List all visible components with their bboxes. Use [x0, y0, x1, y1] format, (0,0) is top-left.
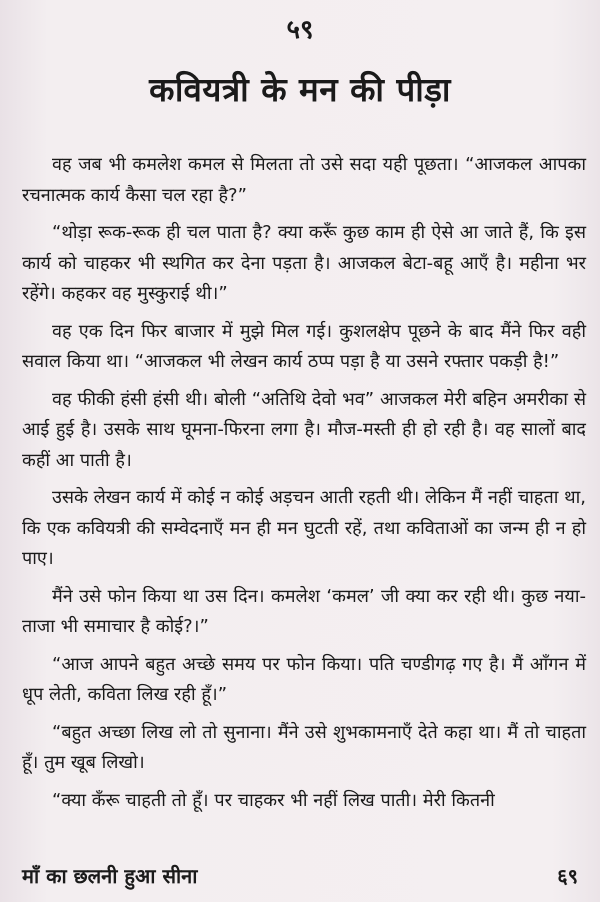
paragraph: “क्या कँरू चाहती तो हूँ। पर चाहकर भी नहीं लिख पाती। मेरी कितनी [52, 789, 495, 811]
paragraph: वह जब भी कमलेश कमल से मिलता तो उसे सदा यही पूछता। “आजकल आपका रचनात्मक कार्य कैसा चल रहा है?” [22, 154, 586, 206]
paragraph: मैंने उसे फोन किया था उस दिन। कमलेश ‘कमल’ जी क्या कर रही थी। कुछ नया-ताजा भी समाचार है कोई?।” [22, 585, 586, 637]
paragraph: “थोड़ा रूक-रूक ही चल पाता है? क्या करूँ कुछ काम ही ऐसे आ जाते हैं, कि इस कार्य को चाहकर भी स्थगित कर देना पड़ता है। आजकल बेटा-बहू आएँ है। महीना भर रहेंगे। कहकर वह मुस्कुराई थी।” [22, 222, 586, 304]
paragraph: “आज आपने बहुत अच्छे समय पर फोन किया। पति चण्डीगढ़ गए है। मैं आँगन में धूप लेती, कविता लिख रही हूँ।” [22, 653, 586, 705]
paragraph: वह एक दिन फिर बाजार में मुझे मिल गई। कुशलक्षेप पूछने के बाद मैंने फिर वही सवाल किया था। “आजकल भी लेखन कार्य ठप्प पड़ा है या उसने रफ्तार पकड़ी है!” [22, 320, 586, 372]
chapter-number: ५९ [286, 15, 314, 45]
paragraph: “बहुत अच्छा लिख लो तो सुनाना। मैंने उसे शुभकामनाएँ देते कहा था। मैं तो चाहता हूँ। तुम खूब लिखो। [22, 721, 586, 773]
footer-book-title: माँ का छलनी हुआ सीना [22, 864, 198, 888]
chapter-body [22, 150, 586, 823]
paragraph: वह फीकी हंसी हंसी थी। बोली “अतिथि देवो भव” आजकल मेरी बहिन अमरीका से आई हुई है। उसके साथ घूमना-फिरना लगा है। मौज-मस्ती ही हो रही है। वह सालों बाद कहीं आ पाती है। [22, 388, 586, 471]
paragraph: उसके लेखन कार्य में कोई न कोई अड़चन आती रहती थी। लेकिन मैं नहीं चाहता था, कि एक कवियत्री की सम्वेदनाएँ मन ही मन घुटती रहें, तथा कविताओं का जन्म ही न हो पाए। [22, 487, 586, 569]
footer-page-number: ६९ [557, 864, 578, 888]
chapter-title: कवियत्री के मन की पीड़ा [149, 70, 451, 109]
